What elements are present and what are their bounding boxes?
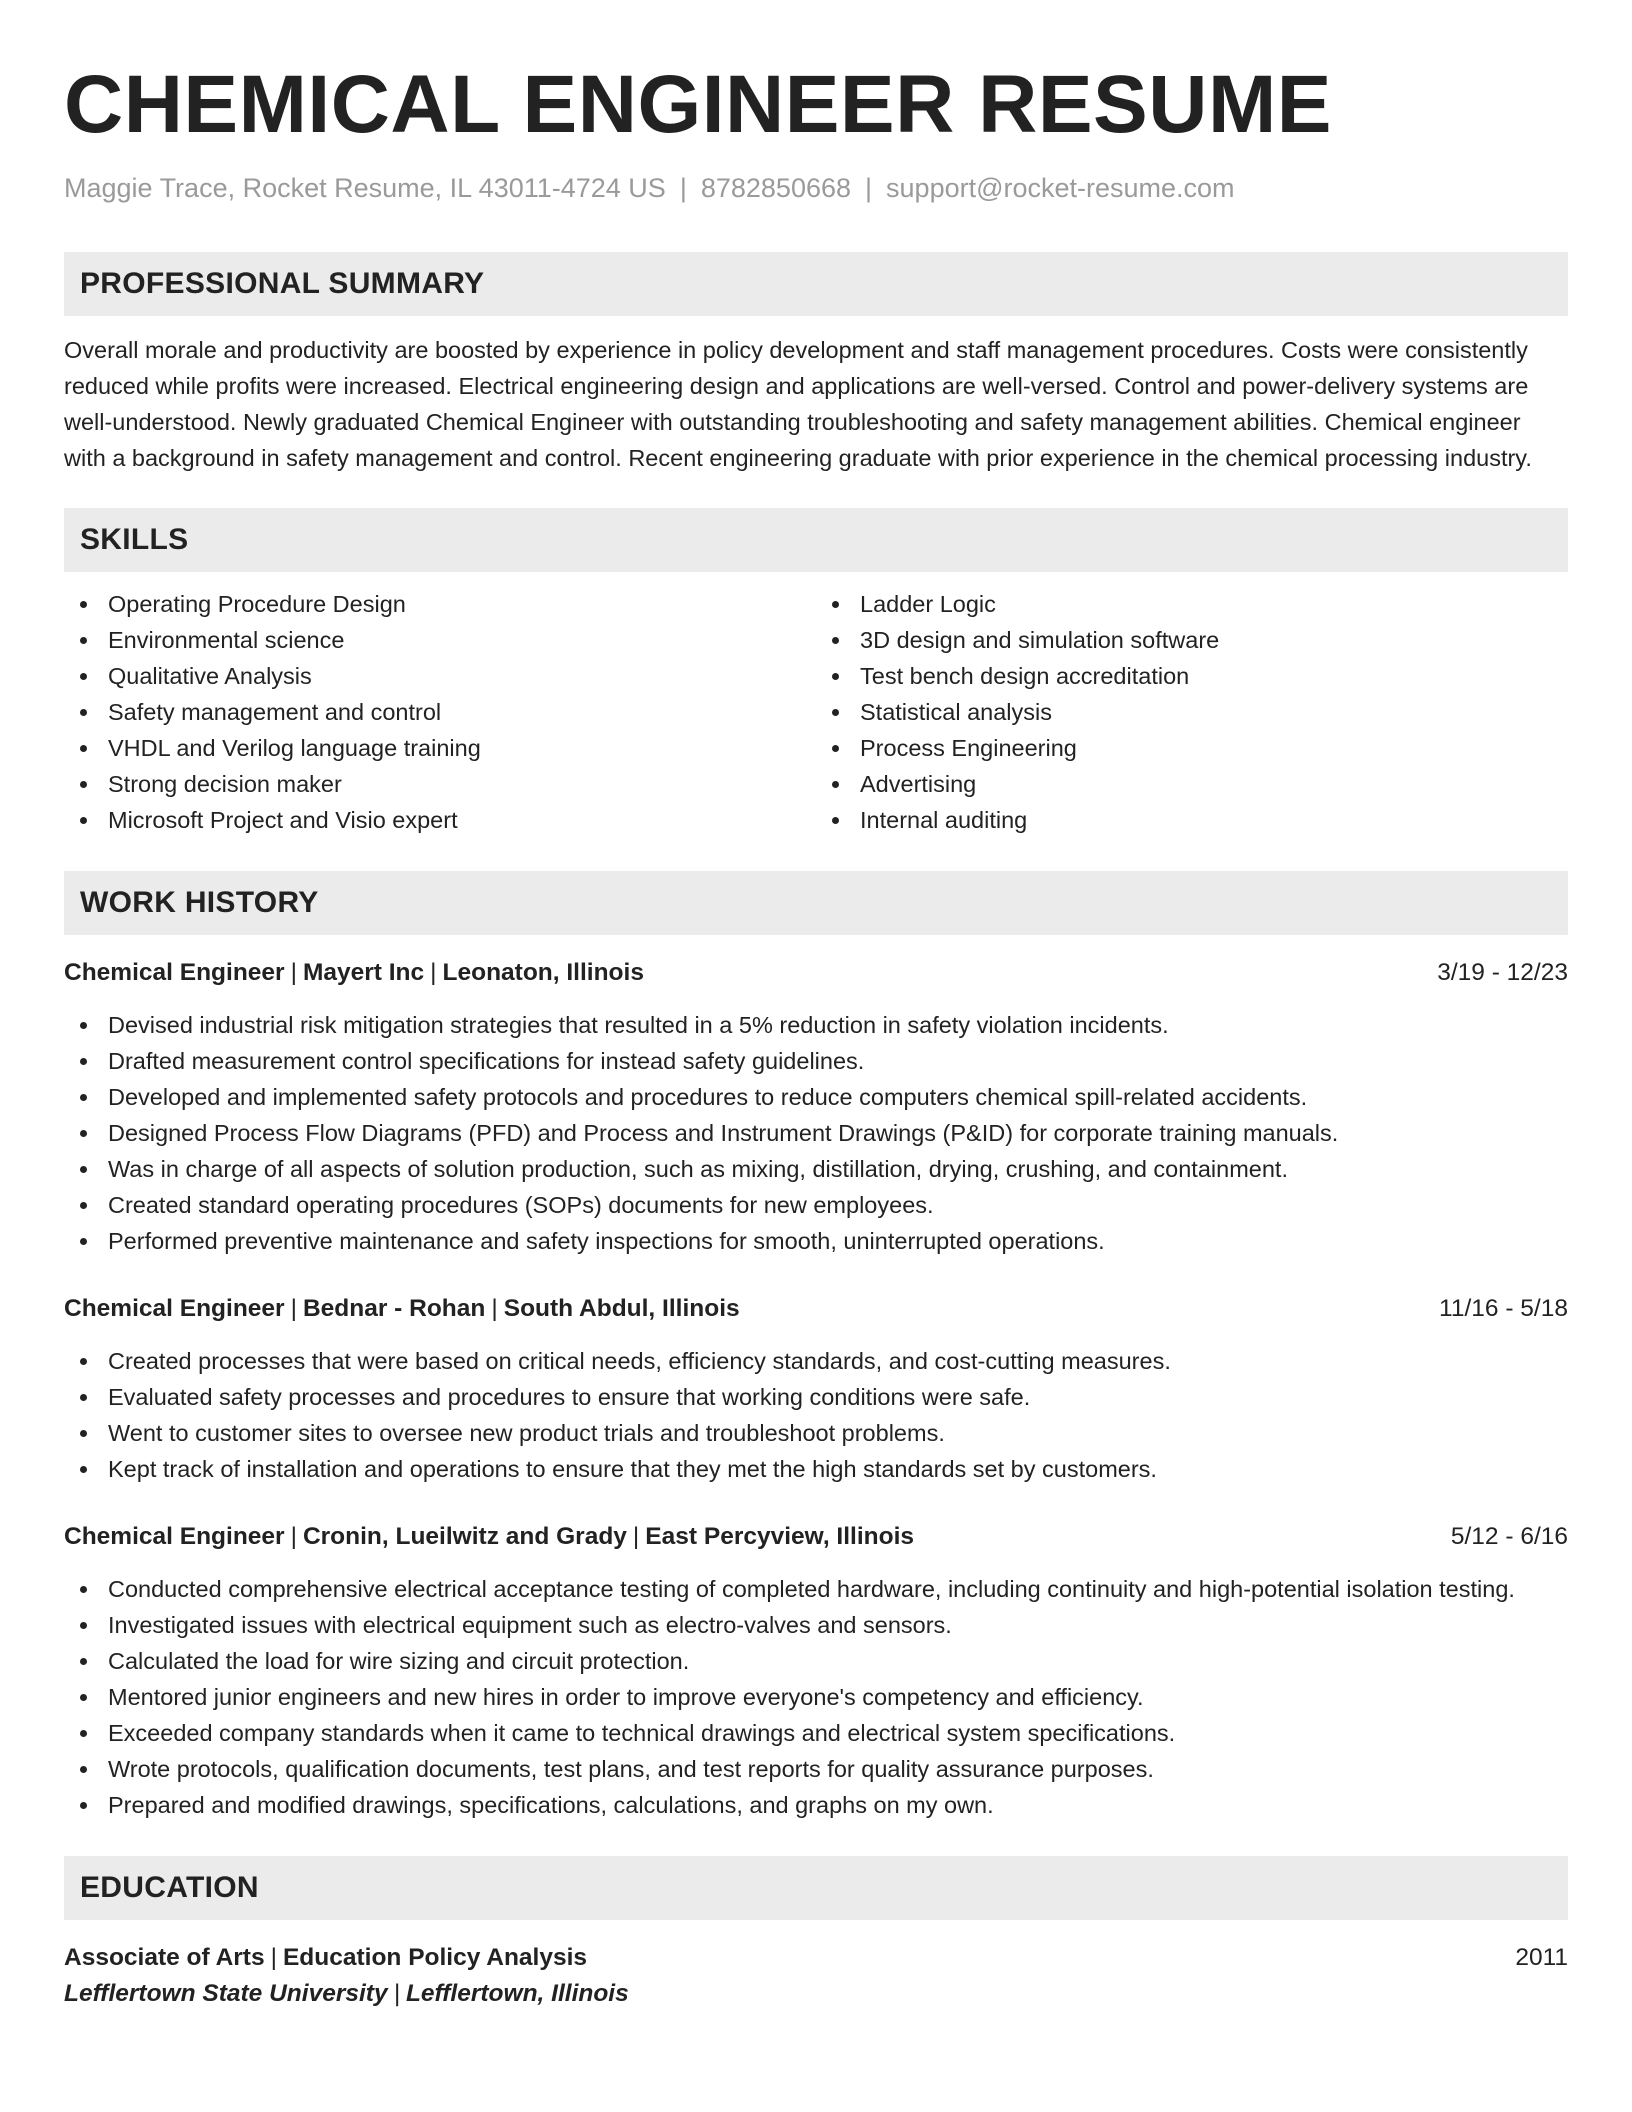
job-title: Chemical Engineer — [64, 959, 285, 986]
skills-column-right — [816, 586, 1568, 838]
job-bullet: Was in charge of all aspects of solution production, such as mixing, distillation, drying, crushing, and containment. — [64, 1151, 1568, 1187]
education-header — [64, 1940, 1568, 1976]
education-heading: EDUCATION — [80, 1871, 259, 1904]
job-bullet: Conducted comprehensive electrical acceptance testing of completed hardware, including continuity and high-potential isolation testing. — [64, 1571, 1568, 1607]
job-bullet: Calculated the load for wire sizing and circuit protection. — [64, 1643, 1568, 1679]
education-field: Education Policy Analysis — [282, 1944, 588, 1971]
job-bullet: Kept track of installation and operations to ensure that they met the high standards set by customers. — [64, 1451, 1568, 1487]
education-entry — [64, 1940, 1568, 2012]
contact-email: support@rocket-resume.com — [886, 173, 1235, 203]
skill-item: VHDL and Verilog language training — [64, 730, 816, 766]
education-year: 2011 — [1515, 1944, 1568, 1971]
education-location: Lefflertown, Illinois — [405, 1980, 629, 2007]
job-bullet: Designed Process Flow Diagrams (PFD) and Process and Instrument Drawings (P&ID) for corporate training manuals. — [64, 1115, 1568, 1151]
job-bullet: Prepared and modified drawings, specifications, calculations, and graphs on my own. — [64, 1787, 1568, 1823]
job-company: Bednar - Rohan — [302, 1295, 486, 1322]
job-title-line — [64, 1291, 740, 1327]
education-school-line — [64, 1976, 1568, 2012]
job-bullet: Devised industrial risk mitigation strategies that resulted in a 5% reduction in safety violation incidents. — [64, 1007, 1568, 1043]
job-separator: | — [290, 959, 297, 986]
summary-text: Overall morale and productivity are boosted by experience in policy development and staff management procedures. Costs were consistently reduced while profits were increased. Electrical engineering design and applications are well-versed. Control and power-delivery systems are well-understood. Newly graduated Chemical Engineer with outstanding troubleshooting and safety management abilities. Chemical engineer with a background in safety management and control. Recent engineering graduate with prior experience in the chemical processing industry. — [64, 337, 1532, 471]
job-separator: | — [491, 1295, 498, 1322]
job-separator: | — [290, 1523, 297, 1550]
education-degree-line — [64, 1940, 587, 1976]
job-title-line — [64, 1519, 914, 1555]
skill-item: Advertising — [816, 766, 1568, 802]
job-bullet: Created standard operating procedures (SOPs) documents for new employees. — [64, 1187, 1568, 1223]
contact-phone: 8782850668 — [700, 173, 852, 203]
skill-item: Strong decision maker — [64, 766, 816, 802]
education-separator: | — [270, 1944, 277, 1971]
skill-item: Internal auditing — [816, 802, 1568, 838]
job-title-line — [64, 955, 644, 991]
skill-item: Environmental science — [64, 622, 816, 658]
skill-item: Qualitative Analysis — [64, 658, 816, 694]
job-dates: 3/19 - 12/23 — [1437, 959, 1568, 986]
job-company: Mayert Inc — [302, 959, 425, 986]
job-bullet: Investigated issues with electrical equipment such as electro-valves and sensors. — [64, 1607, 1568, 1643]
skills-list — [64, 586, 1568, 838]
skill-item: Statistical analysis — [816, 694, 1568, 730]
job-bullet: Wrote protocols, qualification documents, test plans, and test reports for quality assurance purposes. — [64, 1751, 1568, 1787]
skill-item: 3D design and simulation software — [816, 622, 1568, 658]
skills-heading: SKILLS — [80, 523, 189, 556]
contact-separator: | — [865, 173, 873, 203]
skill-item: Microsoft Project and Visio expert — [64, 802, 816, 838]
work-section-header — [64, 871, 1568, 935]
job-title: Chemical Engineer — [64, 1295, 285, 1322]
job-location: South Abdul, Illinois — [503, 1295, 740, 1322]
job-bullet: Went to customer sites to oversee new product trials and troubleshoot problems. — [64, 1415, 1568, 1451]
job-entry — [64, 1519, 1568, 1823]
job-entry — [64, 1291, 1568, 1487]
summary-heading: PROFESSIONAL SUMMARY — [80, 267, 485, 300]
contact-line — [64, 168, 1568, 208]
job-header — [64, 1291, 1568, 1327]
job-company: Cronin, Lueilwitz and Grady — [302, 1523, 627, 1550]
job-bullet: Evaluated safety processes and procedures to ensure that working conditions were safe. — [64, 1379, 1568, 1415]
education-section-header — [64, 1856, 1568, 1920]
skill-item: Operating Procedure Design — [64, 586, 816, 622]
skill-item: Ladder Logic — [816, 586, 1568, 622]
job-dates: 5/12 - 6/16 — [1450, 1523, 1568, 1550]
job-bullet: Created processes that were based on critical needs, efficiency standards, and cost-cutting measures. — [64, 1343, 1568, 1379]
skill-item: Test bench design accreditation — [816, 658, 1568, 694]
job-title: Chemical Engineer — [64, 1523, 285, 1550]
job-separator: | — [290, 1295, 297, 1322]
job-bullet: Exceeded company standards when it came to technical drawings and electrical system specifications. — [64, 1715, 1568, 1751]
education-school: Lefflertown State University — [64, 1980, 388, 2007]
skills-column-left — [64, 586, 816, 838]
page-title: CHEMICAL ENGINEER RESUME — [64, 59, 1332, 150]
job-bullet: Mentored junior engineers and new hires in order to improve everyone's competency and efficiency. — [64, 1679, 1568, 1715]
job-bullet: Drafted measurement control specifications for instead safety guidelines. — [64, 1043, 1568, 1079]
education-separator: | — [393, 1980, 400, 2007]
contact-address: Maggie Trace, Rocket Resume, IL 43011-4724 US — [64, 173, 666, 203]
job-dates: 11/16 - 5/18 — [1439, 1295, 1568, 1322]
job-location: Leonaton, Illinois — [442, 959, 644, 986]
job-bullet: Performed preventive maintenance and safety inspections for smooth, uninterrupted operations. — [64, 1223, 1568, 1259]
job-bullets — [64, 1007, 1568, 1259]
job-location: East Percyview, Illinois — [645, 1523, 915, 1550]
job-header — [64, 1519, 1568, 1555]
job-bullets — [64, 1571, 1568, 1823]
job-bullet: Developed and implemented safety protocols and procedures to reduce computers chemical spill-related accidents. — [64, 1079, 1568, 1115]
job-separator: | — [632, 1523, 640, 1550]
contact-separator: | — [679, 173, 687, 203]
work-heading: WORK HISTORY — [80, 886, 319, 919]
skill-item: Safety management and control — [64, 694, 816, 730]
skill-item: Process Engineering — [816, 730, 1568, 766]
job-separator: | — [430, 959, 437, 986]
job-bullets — [64, 1343, 1568, 1487]
education-degree: Associate of Arts — [64, 1944, 265, 1971]
summary-section-header — [64, 252, 1568, 316]
job-header — [64, 955, 1568, 991]
job-entry — [64, 955, 1568, 1259]
skills-section-header — [64, 508, 1568, 572]
